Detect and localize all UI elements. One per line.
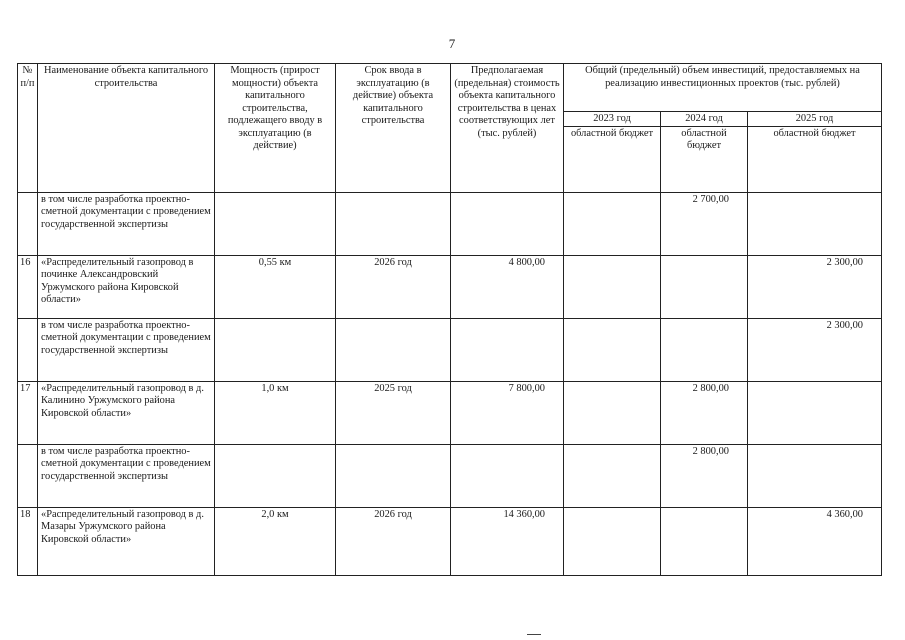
table-row bbox=[18, 192, 882, 255]
header-budget-2024: областной бюджет bbox=[661, 126, 748, 192]
row-2024 bbox=[661, 255, 748, 318]
page-edge-mark bbox=[527, 634, 541, 635]
header-year-2023: 2023 год bbox=[564, 112, 661, 127]
row-name: «Распределительный газопровод в починке Александровский Уржумского района Кировской области» bbox=[38, 255, 215, 318]
row-term: 2026 год bbox=[336, 255, 451, 318]
row-2025 bbox=[748, 444, 882, 507]
row-capacity bbox=[215, 192, 336, 255]
row-cost bbox=[451, 444, 564, 507]
row-2023 bbox=[564, 192, 661, 255]
investment-table bbox=[17, 63, 882, 576]
page-number: 7 bbox=[448, 36, 456, 51]
row-name: в том числе разработка проектно-сметной документации с проведением государственной экспертизы bbox=[38, 444, 215, 507]
header-num: № п/п bbox=[18, 64, 38, 193]
row-term: 2025 год bbox=[336, 381, 451, 444]
row-num: 18 bbox=[18, 507, 38, 575]
row-term: 2026 год bbox=[336, 507, 451, 575]
table-row bbox=[18, 255, 882, 318]
row-2023 bbox=[564, 507, 661, 575]
row-num bbox=[18, 444, 38, 507]
row-2025: 2 300,00 bbox=[748, 255, 882, 318]
header-investments: Общий (предельный) объем инвестиций, предоставляемых на реализацию инвестиционных проектов (тыс. рублей) bbox=[564, 64, 882, 112]
row-name: в том числе разработка проектно-сметной документации с проведением государственной экспертизы bbox=[38, 318, 215, 381]
row-2024: 2 800,00 bbox=[661, 444, 748, 507]
row-2024: 2 800,00 bbox=[661, 381, 748, 444]
header-name: Наименование объекта капитального строительства bbox=[38, 64, 215, 193]
row-num: 16 bbox=[18, 255, 38, 318]
row-capacity bbox=[215, 444, 336, 507]
table-row bbox=[18, 318, 882, 381]
row-2025 bbox=[748, 381, 882, 444]
row-2023 bbox=[564, 318, 661, 381]
header-year-2024: 2024 год bbox=[661, 112, 748, 127]
row-capacity: 2,0 км bbox=[215, 507, 336, 575]
row-2025 bbox=[748, 192, 882, 255]
row-2025: 4 360,00 bbox=[748, 507, 882, 575]
row-2023 bbox=[564, 255, 661, 318]
row-num bbox=[18, 192, 38, 255]
row-name: «Распределительный газопровод в д. Калинино Уржумского района Кировской области» bbox=[38, 381, 215, 444]
row-term bbox=[336, 444, 451, 507]
table-row bbox=[18, 444, 882, 507]
row-name: «Распределительный газопровод в д. Мазары Уржумского района Кировской области» bbox=[38, 507, 215, 575]
table-row bbox=[18, 507, 882, 575]
row-2025: 2 300,00 bbox=[748, 318, 882, 381]
header-budget-2025: областной бюджет bbox=[748, 126, 882, 192]
row-2024: 2 700,00 bbox=[661, 192, 748, 255]
row-num bbox=[18, 318, 38, 381]
row-term bbox=[336, 318, 451, 381]
row-term bbox=[336, 192, 451, 255]
row-cost: 4 800,00 bbox=[451, 255, 564, 318]
table-row bbox=[18, 381, 882, 444]
row-2023 bbox=[564, 444, 661, 507]
header-term: Срок ввода в эксплуатацию (в действие) объекта капитального строительства bbox=[336, 64, 451, 193]
row-2024 bbox=[661, 318, 748, 381]
row-cost bbox=[451, 192, 564, 255]
row-2023 bbox=[564, 381, 661, 444]
header-year-2025: 2025 год bbox=[748, 112, 882, 127]
row-name: в том числе разработка проектно-сметной документации с проведением государственной экспертизы bbox=[38, 192, 215, 255]
row-cost bbox=[451, 318, 564, 381]
row-capacity bbox=[215, 318, 336, 381]
header-capacity: Мощность (прирост мощности) объекта капитального строительства, подлежащего вводу в эксплуатацию (в действие) bbox=[215, 64, 336, 193]
header-budget-2023: областной бюджет bbox=[564, 126, 661, 192]
row-num: 17 bbox=[18, 381, 38, 444]
row-capacity: 0,55 км bbox=[215, 255, 336, 318]
row-2024 bbox=[661, 507, 748, 575]
row-cost: 7 800,00 bbox=[451, 381, 564, 444]
row-cost: 14 360,00 bbox=[451, 507, 564, 575]
row-capacity: 1,0 км bbox=[215, 381, 336, 444]
header-cost: Предполагаемая (предельная) стоимость объекта капитального строительства в ценах соответствующих лет (тыс. рублей) bbox=[451, 64, 564, 193]
